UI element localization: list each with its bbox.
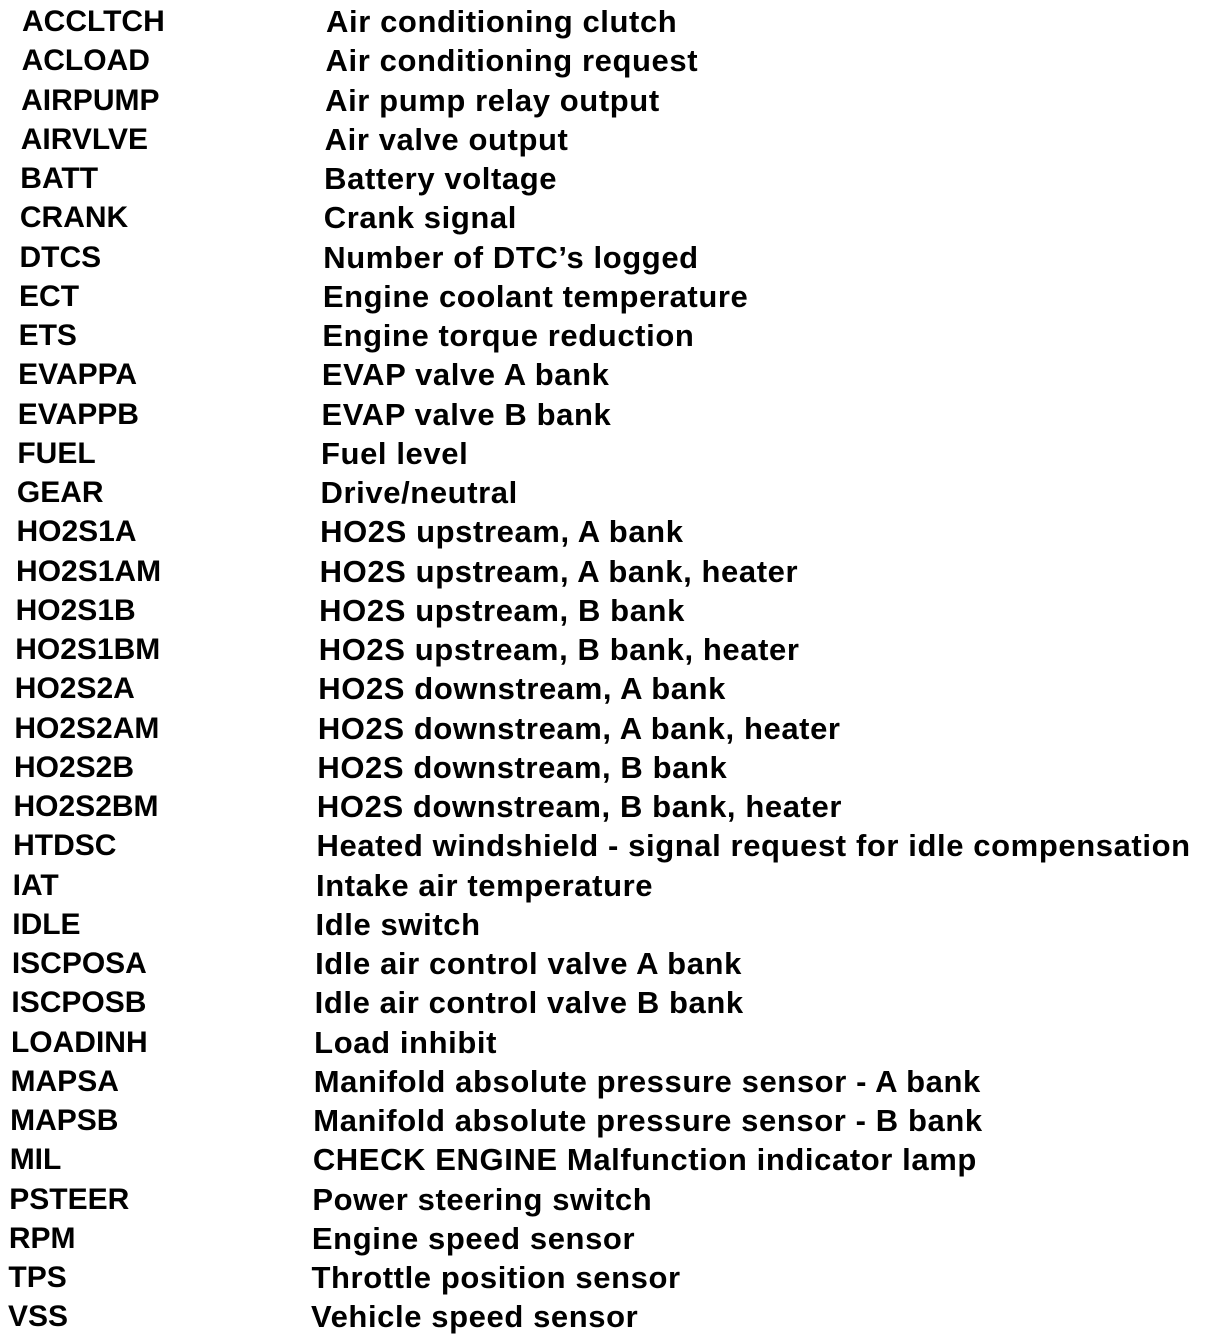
abbreviation-code: HO2S2A bbox=[14, 672, 135, 706]
abbreviation-description: Idle switch bbox=[315, 906, 481, 942]
abbreviation-description: CHECK ENGINE Malfunction indicator lamp bbox=[312, 1142, 977, 1178]
glossary-row bbox=[0, 81, 1232, 120]
glossary-row bbox=[0, 473, 1232, 512]
abbreviation-description: EVAP valve B bank bbox=[321, 396, 612, 432]
abbreviation-code: ACCLTCH bbox=[22, 5, 165, 38]
glossary-row bbox=[0, 277, 1232, 316]
abbreviation-code: BATT bbox=[20, 162, 99, 195]
abbreviation-description: Battery voltage bbox=[324, 161, 558, 196]
abbreviation-code: MAPSB bbox=[10, 1104, 119, 1137]
abbreviation-code: PSTEER bbox=[9, 1182, 130, 1216]
abbreviation-description: HO2S upstream, A bank bbox=[320, 514, 684, 550]
abbreviation-code: MIL bbox=[9, 1143, 62, 1177]
abbreviation-description: HO2S downstream, B bank, heater bbox=[316, 789, 842, 824]
glossary-row bbox=[0, 159, 1232, 198]
glossary-row bbox=[0, 1180, 1232, 1219]
abbreviation-code: LOADINH bbox=[10, 1025, 148, 1059]
abbreviation-description: Air conditioning clutch bbox=[326, 4, 678, 39]
abbreviation-description: HO2S upstream, B bank bbox=[319, 592, 685, 628]
glossary-row bbox=[0, 395, 1232, 434]
glossary-row bbox=[0, 591, 1232, 630]
abbreviation-code: VSS bbox=[8, 1300, 69, 1334]
abbreviation-description: Heated windshield - signal request for idle compensation bbox=[316, 828, 1191, 864]
abbreviation-code: ISCPOSB bbox=[11, 986, 147, 1020]
abbreviation-code: IAT bbox=[12, 868, 59, 902]
abbreviation-code: ETS bbox=[18, 319, 77, 352]
abbreviation-description: Engine torque reduction bbox=[322, 318, 695, 353]
abbreviation-description: Manifold absolute pressure sensor - B bank bbox=[313, 1103, 983, 1138]
abbreviation-code: ACLOAD bbox=[21, 44, 150, 78]
abbreviation-description: Air conditioning request bbox=[325, 43, 699, 79]
glossary-row bbox=[0, 787, 1232, 826]
glossary-row bbox=[0, 905, 1232, 944]
abbreviation-description: HO2S downstream, A bank, heater bbox=[317, 710, 841, 746]
glossary-row bbox=[0, 1101, 1232, 1140]
abbreviation-description: HO2S downstream, B bank bbox=[317, 749, 728, 785]
abbreviation-code: HO2S1B bbox=[15, 593, 136, 627]
glossary-row bbox=[0, 1219, 1232, 1258]
abbreviation-description: Intake air temperature bbox=[316, 867, 654, 903]
abbreviation-description: Fuel level bbox=[321, 435, 469, 471]
abbreviation-code: TPS bbox=[8, 1261, 67, 1294]
glossary-row bbox=[0, 238, 1232, 277]
abbreviation-code: HO2S1A bbox=[16, 515, 137, 549]
abbreviation-code: HO2S2BM bbox=[13, 790, 159, 823]
glossary-row bbox=[0, 355, 1232, 394]
abbreviation-description: Throttle position sensor bbox=[311, 1260, 681, 1295]
glossary-row bbox=[0, 512, 1232, 551]
abbreviation-code: IDLE bbox=[12, 907, 81, 941]
glossary-row bbox=[0, 826, 1232, 865]
glossary-row bbox=[0, 2, 1232, 41]
abbreviation-code: DTCS bbox=[19, 240, 102, 274]
glossary-row bbox=[0, 866, 1232, 905]
abbreviation-code: ECT bbox=[19, 279, 80, 313]
glossary-row bbox=[0, 1062, 1232, 1101]
abbreviation-description: Drive/neutral bbox=[320, 475, 518, 510]
abbreviation-description: Engine coolant temperature bbox=[322, 278, 749, 314]
glossary-row bbox=[0, 434, 1232, 473]
abbreviation-description: Load inhibit bbox=[314, 1024, 498, 1060]
glossary-row bbox=[0, 669, 1232, 708]
abbreviation-description: Idle air control valve A bank bbox=[315, 946, 742, 981]
glossary-row bbox=[0, 120, 1232, 159]
abbreviation-description: Idle air control valve B bank bbox=[314, 985, 744, 1021]
abbreviation-code: FUEL bbox=[17, 436, 96, 470]
abbreviation-code: CRANK bbox=[19, 201, 129, 235]
glossary-row bbox=[0, 316, 1232, 355]
abbreviation-description: EVAP valve A bank bbox=[321, 357, 610, 393]
abbreviation-code: EVAPPB bbox=[17, 397, 139, 431]
abbreviation-description: HO2S upstream, A bank, heater bbox=[319, 553, 799, 589]
abbreviation-code: HO2S2AM bbox=[14, 711, 160, 745]
abbreviation-code: MAPSA bbox=[10, 1064, 119, 1098]
abbreviation-description: HO2S downstream, A bank bbox=[318, 671, 726, 707]
glossary-row bbox=[0, 1140, 1232, 1179]
abbreviation-description: Engine speed sensor bbox=[311, 1220, 636, 1256]
glossary-row bbox=[0, 709, 1232, 748]
abbreviation-description: Vehicle speed sensor bbox=[311, 1299, 639, 1335]
abbreviation-description: Manifold absolute pressure sensor - A bank bbox=[313, 1063, 981, 1099]
abbreviation-code: HO2S1AM bbox=[16, 554, 162, 588]
glossary-row bbox=[0, 552, 1232, 591]
glossary-row bbox=[0, 983, 1232, 1022]
glossary-row bbox=[0, 41, 1232, 80]
abbreviation-code: HTDSC bbox=[13, 829, 117, 863]
abbreviation-code: HO2S2B bbox=[13, 750, 134, 784]
abbreviation-description: Air pump relay output bbox=[325, 82, 660, 118]
abbreviation-code: GEAR bbox=[16, 476, 104, 509]
abbreviation-description: Air valve output bbox=[324, 121, 569, 157]
abbreviation-code: HO2S1BM bbox=[15, 633, 161, 666]
abbreviation-code: AIRVLVE bbox=[20, 122, 148, 156]
glossary-row bbox=[0, 748, 1232, 787]
glossary-row bbox=[0, 944, 1232, 983]
abbreviation-code: RPM bbox=[8, 1221, 76, 1255]
glossary-row bbox=[0, 1023, 1232, 1062]
abbreviation-description: Power steering switch bbox=[312, 1181, 653, 1217]
abbreviation-description: Number of DTC’s logged bbox=[323, 239, 699, 275]
abbreviation-description: Crank signal bbox=[323, 200, 517, 236]
glossary-row bbox=[0, 630, 1232, 669]
abbreviation-code: ISCPOSA bbox=[11, 947, 147, 980]
glossary-row bbox=[0, 1297, 1232, 1336]
glossary-row bbox=[0, 198, 1232, 237]
abbreviation-code: AIRPUMP bbox=[21, 83, 160, 117]
glossary-row bbox=[0, 1258, 1232, 1297]
abbreviation-description: HO2S upstream, B bank, heater bbox=[318, 632, 800, 667]
abbreviation-code: EVAPPA bbox=[18, 358, 138, 392]
